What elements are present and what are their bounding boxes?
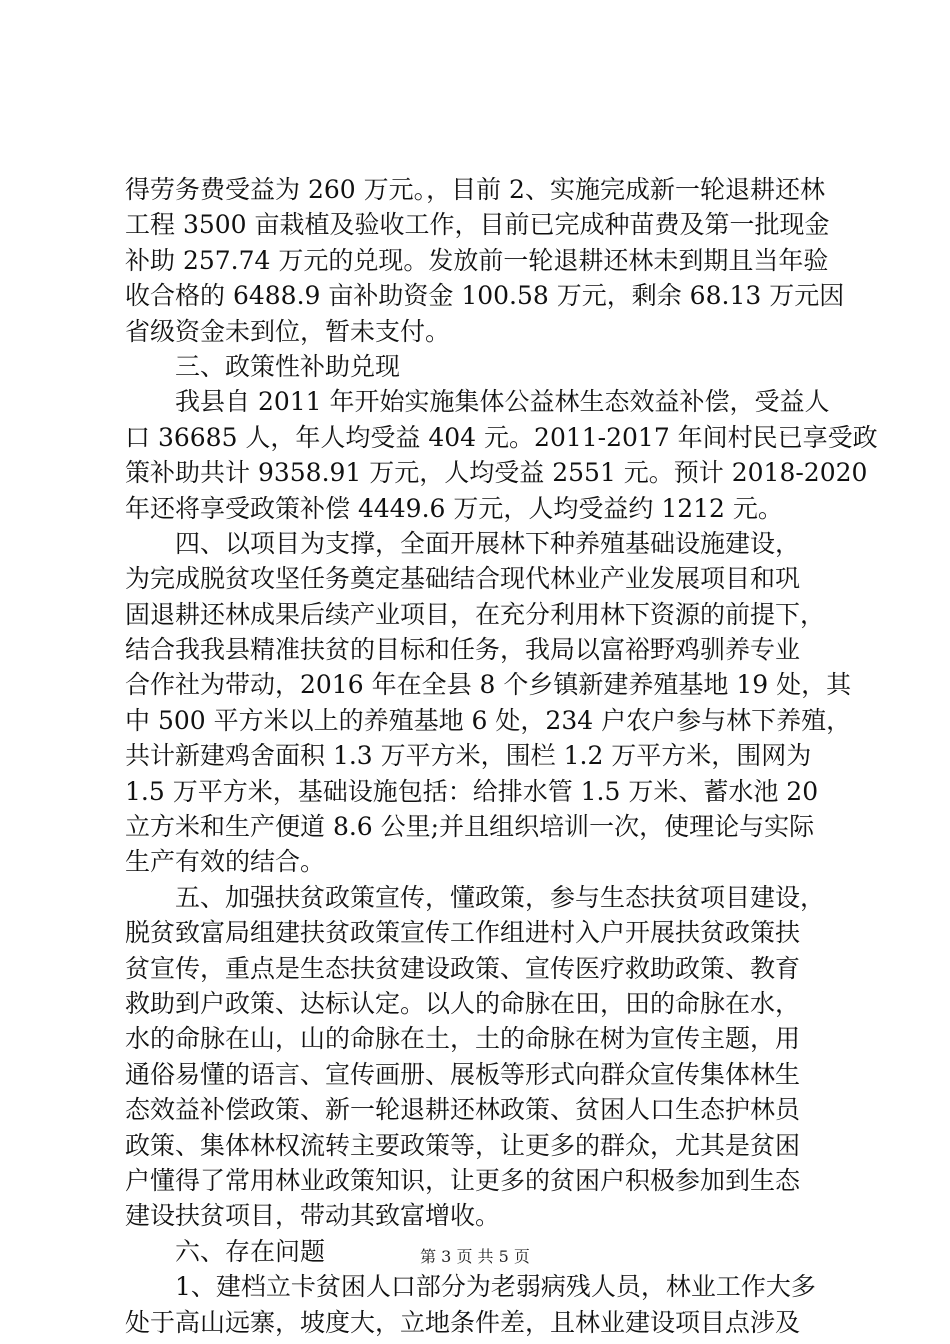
text-line: 我县自 2011 年开始实施集体公益林生态效益补偿，受益人 — [125, 387, 830, 417]
text-line: 通俗易懂的语言、宣传画册、展板等形式向群众宣传集体林生 — [125, 1059, 801, 1089]
document-body — [125, 172, 878, 1340]
text-line: 收合格的 6488.9 亩补助资金 100.58 万元，剩余 68.13 万元因 — [125, 281, 845, 311]
text-line: 固退耕还林成果后续产业项目，在充分利用林下资源的前提下， — [125, 599, 826, 629]
text-line: 水的命脉在山，山的命脉在土，土的命脉在树为宣传主题，用 — [125, 1024, 801, 1054]
section-heading: 五、加强扶贫政策宣传，懂政策，参与生态扶贫项目建设， — [125, 882, 826, 912]
text-line: 补助 257.74 万元的兑现。发放前一轮退耕还林未到期且当年验 — [125, 245, 829, 275]
text-line: 为完成脱贫攻坚任务奠定基础结合现代林业产业发展项目和巩 — [125, 564, 801, 594]
text-line: 救助到户政策、达标认定。以人的命脉在田，田的命脉在水， — [125, 988, 801, 1018]
text-line: 合作社为带动，2016 年在全县 8 个乡镇新建养殖基地 19 处，其 — [125, 670, 852, 700]
section-heading: 六、存在问题 — [125, 1236, 326, 1266]
text-line: 省级资金未到位，暂未支付。 — [125, 316, 451, 346]
text-line: 处于高山远寨，坡度大，立地条件差，且林业建设项目点涉及 — [125, 1307, 801, 1337]
text-line: 贫宣传，重点是生态扶贫建设政策、宣传医疗救助政策、教育 — [125, 953, 801, 983]
text-line: 口 36685 人，年人均受益 404 元。2011-2017 年间村民已享受政 — [125, 422, 878, 452]
text-line: 中 500 平方米以上的养殖基地 6 处，234 户农户参与林下养殖， — [125, 705, 852, 735]
text-line: 1、建档立卡贫困人口部分为老弱病残人员，林业工作大多 — [125, 1272, 816, 1302]
text-line: 建设扶贫项目，带动其致富增收。 — [125, 1201, 501, 1231]
text-line: 工程 3500 亩栽植及验收工作，目前已完成种苗费及第一批现金 — [125, 210, 830, 240]
text-line: 态效益补偿政策、新一轮退耕还林政策、贫困人口生态护林员 — [125, 1095, 801, 1125]
text-line: 策补助共计 9358.91 万元，人均受益 2551 元。预计 2018-2020 — [125, 458, 868, 488]
text-line: 政策、集体林权流转主要政策等，让更多的群众，尤其是贫困 — [125, 1130, 801, 1160]
text-line: 立方米和生产便道 8.6 公里;并且组织培训一次，使理论与实际 — [125, 812, 815, 842]
text-line: 年还将享受政策补偿 4449.6 万元，人均受益约 1212 元。 — [125, 493, 783, 523]
section-heading: 三、政策性补助兑现 — [125, 351, 401, 381]
page-number-footer: 第 3 页 共 5 页 — [420, 1247, 530, 1266]
text-line: 结合我我县精准扶贫的目标和任务，我局以富裕野鸡驯养专业 — [125, 635, 801, 665]
text-line: 1.5 万平方米，基础设施包括：给排水管 1.5 万米、蓄水池 20 — [125, 776, 819, 806]
text-line: 户懂得了常用林业政策知识，让更多的贫困户积极参加到生态 — [125, 1165, 801, 1195]
text-line: 脱贫致富局组建扶贫政策宣传工作组进村入户开展扶贫政策扶 — [125, 918, 801, 948]
text-line: 共计新建鸡舍面积 1.3 万平方米，围栏 1.2 万平方米，围网为 — [125, 741, 812, 771]
section-heading: 四、以项目为支撑，全面开展林下种养殖基础设施建设， — [125, 528, 801, 558]
text-line: 生产有效的结合。 — [125, 847, 326, 877]
text-line: 得劳务费受益为 260 万元。，目前 2、实施完成新一轮退耕还林 — [125, 175, 825, 204]
